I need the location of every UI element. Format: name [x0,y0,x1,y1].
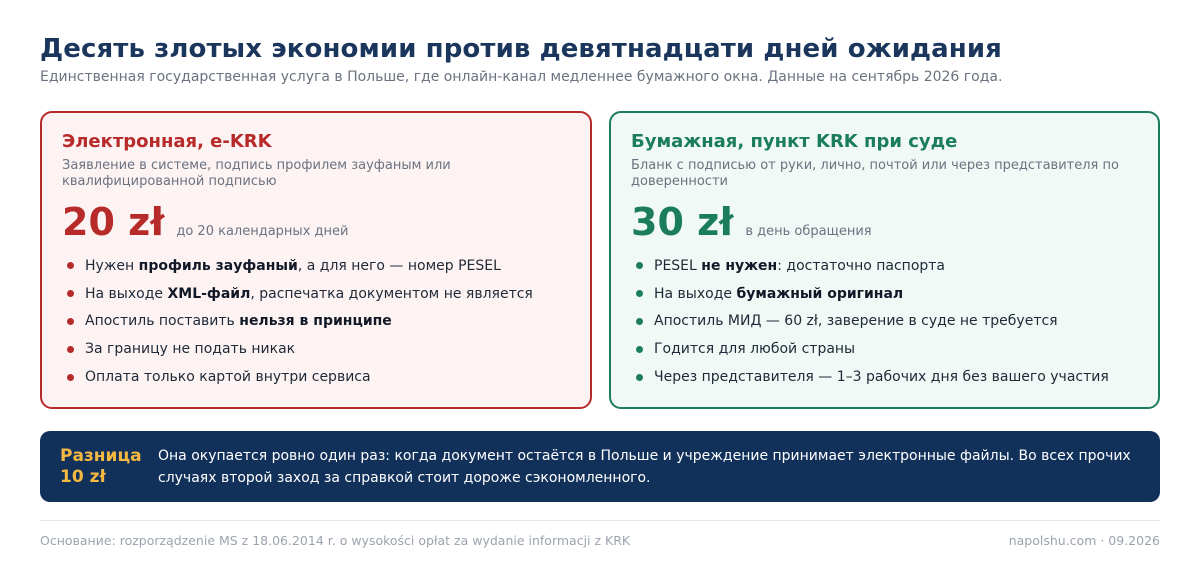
price-row [631,200,1138,246]
card-description: Бланк с подписью от руки, лично, почтой или через представителя по доверенности [631,158,1119,189]
bullet-dot-icon [636,346,643,353]
card-title: Электронная, e-KRK [62,131,272,152]
price-value: 30 zł [631,200,734,244]
price-note: в день обращения [745,224,872,239]
list-item-text: На выходе бумажный оригинал [654,285,904,302]
footer-divider [40,520,1160,521]
list-item-text: Годится для любой страны [654,341,856,358]
list-item-text: Нужен профиль зауфаный, а для него — номер PESEL [85,257,501,274]
card-title: Бумажная, пункт KRK при суде [631,131,958,152]
list-item [631,280,1138,308]
bullet-dot-icon [67,318,74,325]
list-item-text: На выходе XML-файл, распечатка документом не является [85,285,533,302]
banner-label: Разница 10 zł [60,445,142,487]
bullet-dot-icon [636,318,643,325]
list-item [62,252,570,280]
footer-credit: napolshu.com · 09.2026 [1008,533,1160,548]
bullet-dot-icon [636,290,643,297]
list-item [62,280,570,308]
list-item-text: Апостиль МИД — 60 zł, заверение в суде не требуется [654,313,1058,330]
page-subtitle: Единственная государственная услуга в Польше, где онлайн-канал медленнее бумажного окна. Данные на сентябрь 2026 года. [40,69,1003,85]
list-item-text: Через представителя — 1–3 рабочих дня без вашего участия [654,369,1109,386]
feature-list [62,252,570,391]
list-item-text: Апостиль поставить нельзя в принципе [85,313,392,330]
price-note: до 20 календарных дней [176,224,349,239]
bullet-dot-icon [636,262,643,269]
list-item [631,308,1138,336]
card-paper [609,111,1160,409]
bullet-dot-icon [67,346,74,353]
feature-list [631,252,1138,391]
price-row [62,200,570,246]
footer-source: Основание: rozporządzenie MS z 18.06.2014 r. o wysokości opłat za wydanie informacji z KRK [40,533,631,548]
price-value: 20 zł [62,200,165,244]
list-item [631,252,1138,280]
difference-banner [40,431,1160,502]
list-item [62,363,570,391]
bullet-dot-icon [67,262,74,269]
list-item [631,335,1138,363]
list-item-text: Оплата только картой внутри сервиса [85,369,371,386]
list-item [62,335,570,363]
card-electronic [40,111,592,409]
list-item [631,363,1138,391]
bullet-dot-icon [67,290,74,297]
list-item [62,308,570,336]
page-title: Десять злотых экономии против девятнадцати дней ожидания [40,34,1002,64]
banner-text: Она окупается ровно один раз: когда документ остаётся в Польше и учреждение принимает электронные файлы. Во всех прочих случаях второй заход за справкой стоит дороже сэкономленного. [158,447,1131,486]
list-item-text: За границу не подать никак [85,341,296,358]
bullet-dot-icon [636,374,643,381]
card-description: Заявление в системе, подпись профилем зауфаным или квалифицированной подписью [62,158,451,189]
list-item-text: PESEL не нужен: достаточно паспорта [654,257,946,274]
bullet-dot-icon [67,374,74,381]
